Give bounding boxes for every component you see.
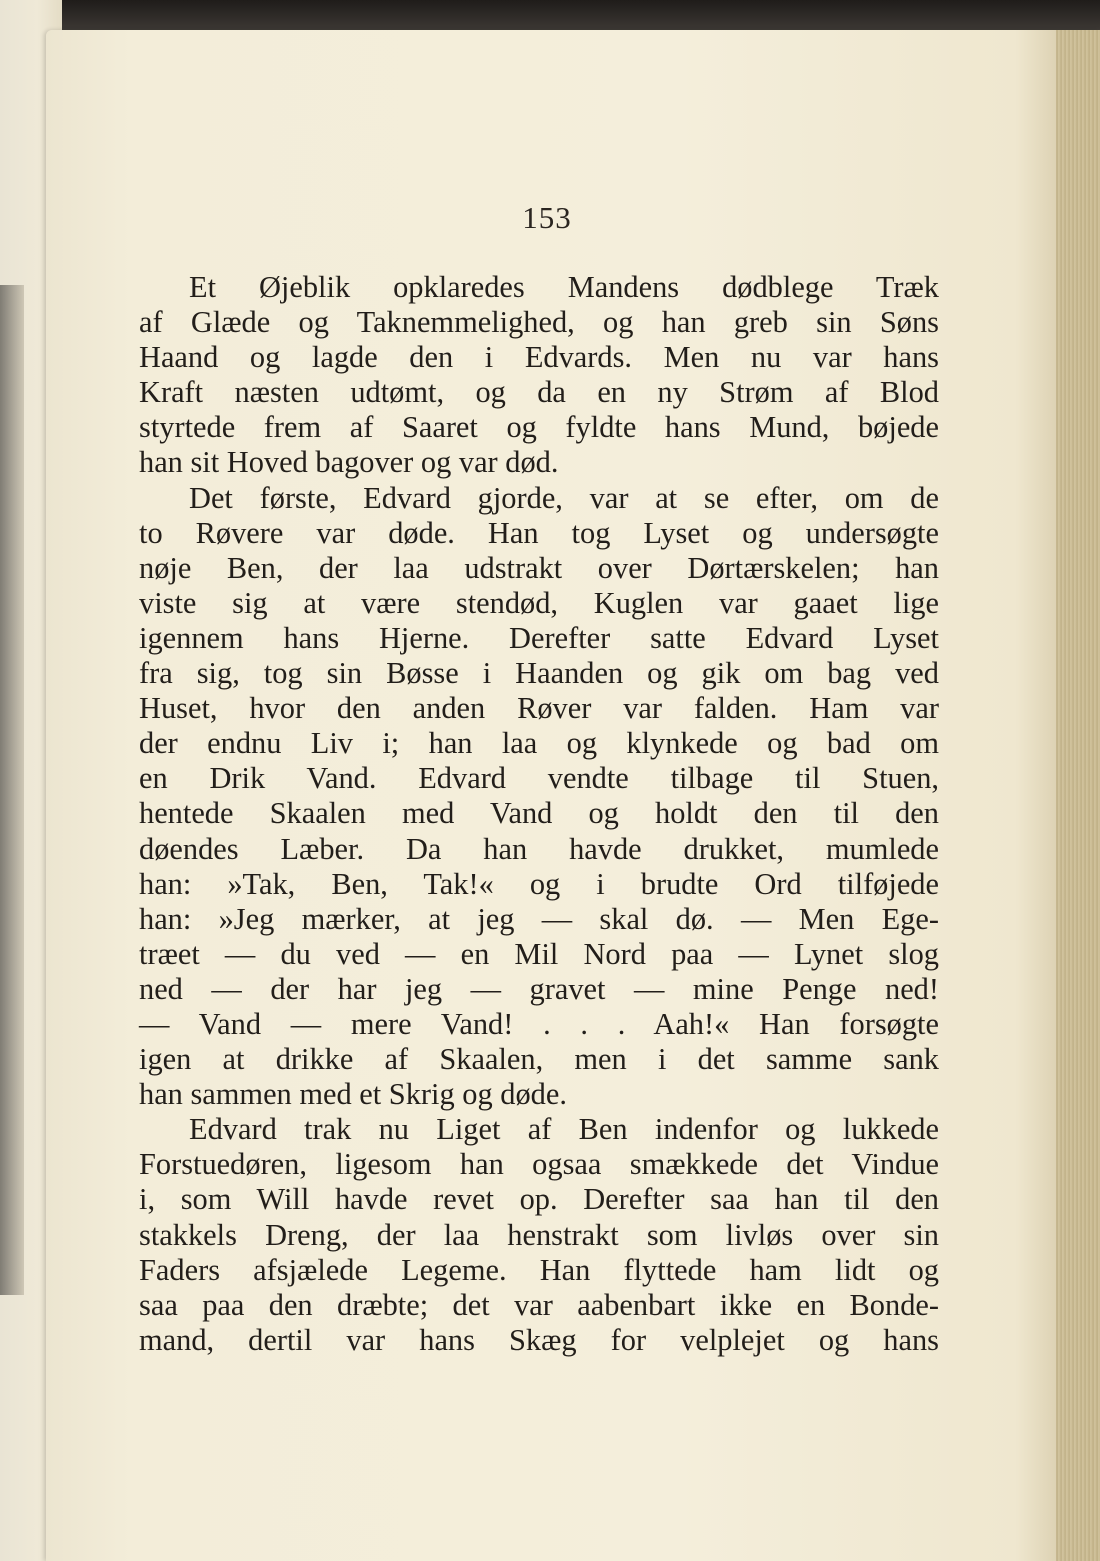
text-line: nøje Ben, der laa udstrakt over Dørtærskelen; han xyxy=(139,550,939,585)
page-text xyxy=(139,270,939,1358)
text-line: Huset, hvor den anden Røver var falden. Ham var xyxy=(139,691,939,726)
text-line: viste sig at være stendød, Kuglen var gaaet lige xyxy=(139,585,939,620)
text-line: af Glæde og Taknemmelighed, og han greb sin Søns xyxy=(139,305,939,340)
text-line: — Vand — mere Vand! . . . Aah!« Han forsøgte xyxy=(139,1006,939,1041)
text-line: han sammen med et Skrig og døde. xyxy=(139,1077,567,1112)
text-line: igennem hans Hjerne. Derefter satte Edvard Lyset xyxy=(139,620,939,655)
text-line: Edvard trak nu Liget af Ben indenfor og lukkede xyxy=(189,1112,939,1147)
text-line: ned — der har jeg — gravet — mine Penge ned! xyxy=(139,971,939,1006)
text-line: Et Øjeblik opklaredes Mandens dødblege Træk xyxy=(189,270,939,304)
text-line: Haand og lagde den i Edvards. Men nu var hans xyxy=(139,340,939,375)
text-line: fra sig, tog sin Bøsse i Haanden og gik om bag ved xyxy=(139,656,939,691)
text-line: døendes Læber. Da han havde drukket, mumlede xyxy=(139,831,939,866)
text-line: saa paa den dræbte; det var aabenbart ikke en Bonde- xyxy=(139,1287,939,1322)
text-line: han: »Jeg mærker, at jeg — skal dø. — Men Ege- xyxy=(139,901,939,936)
text-line: han: »Tak, Ben, Tak!« og i brudte Ord tilføjede xyxy=(139,866,939,901)
text-line: han sit Hoved bagover og var død. xyxy=(139,445,559,480)
book-page xyxy=(46,30,1100,1561)
text-line: stakkels Dreng, der laa henstrakt som livløs over sin xyxy=(139,1217,939,1252)
text-line: Forstuedøren, ligesom han ogsaa smækkede det Vindue xyxy=(139,1147,939,1182)
text-line: der endnu Liv i; han laa og klynkede og bad om xyxy=(139,726,939,761)
text-line: Det første, Edvard gjorde, var at se efter, om de xyxy=(189,480,939,515)
text-line: styrtede frem af Saaret og fyldte hans Mund, bøjede xyxy=(139,410,939,445)
text-line: igen at drikke af Skaalen, men i det samme sank xyxy=(139,1042,939,1077)
text-line: Faders afsjælede Legeme. Han flyttede ham lidt og xyxy=(139,1252,939,1287)
text-line: en Drik Vand. Edvard vendte tilbage til Stuen, xyxy=(139,761,939,796)
text-line: Kraft næsten udtømt, og da en ny Strøm af Blod xyxy=(139,375,939,410)
text-line: hentede Skaalen med Vand og holdt den til den xyxy=(139,796,939,831)
page-stack-edges xyxy=(1056,30,1100,1561)
text-line: i, som Will havde revet op. Derefter saa han til den xyxy=(139,1182,939,1217)
text-line: træet — du ved — en Mil Nord paa — Lynet slog xyxy=(139,936,939,971)
text-line: mand, dertil var hans Skæg for velplejet og hans xyxy=(139,1322,939,1357)
gutter-shadow xyxy=(0,285,24,1295)
page-number: 153 xyxy=(522,200,572,235)
text-line: to Røvere var døde. Han tog Lyset og undersøgte xyxy=(139,515,939,550)
